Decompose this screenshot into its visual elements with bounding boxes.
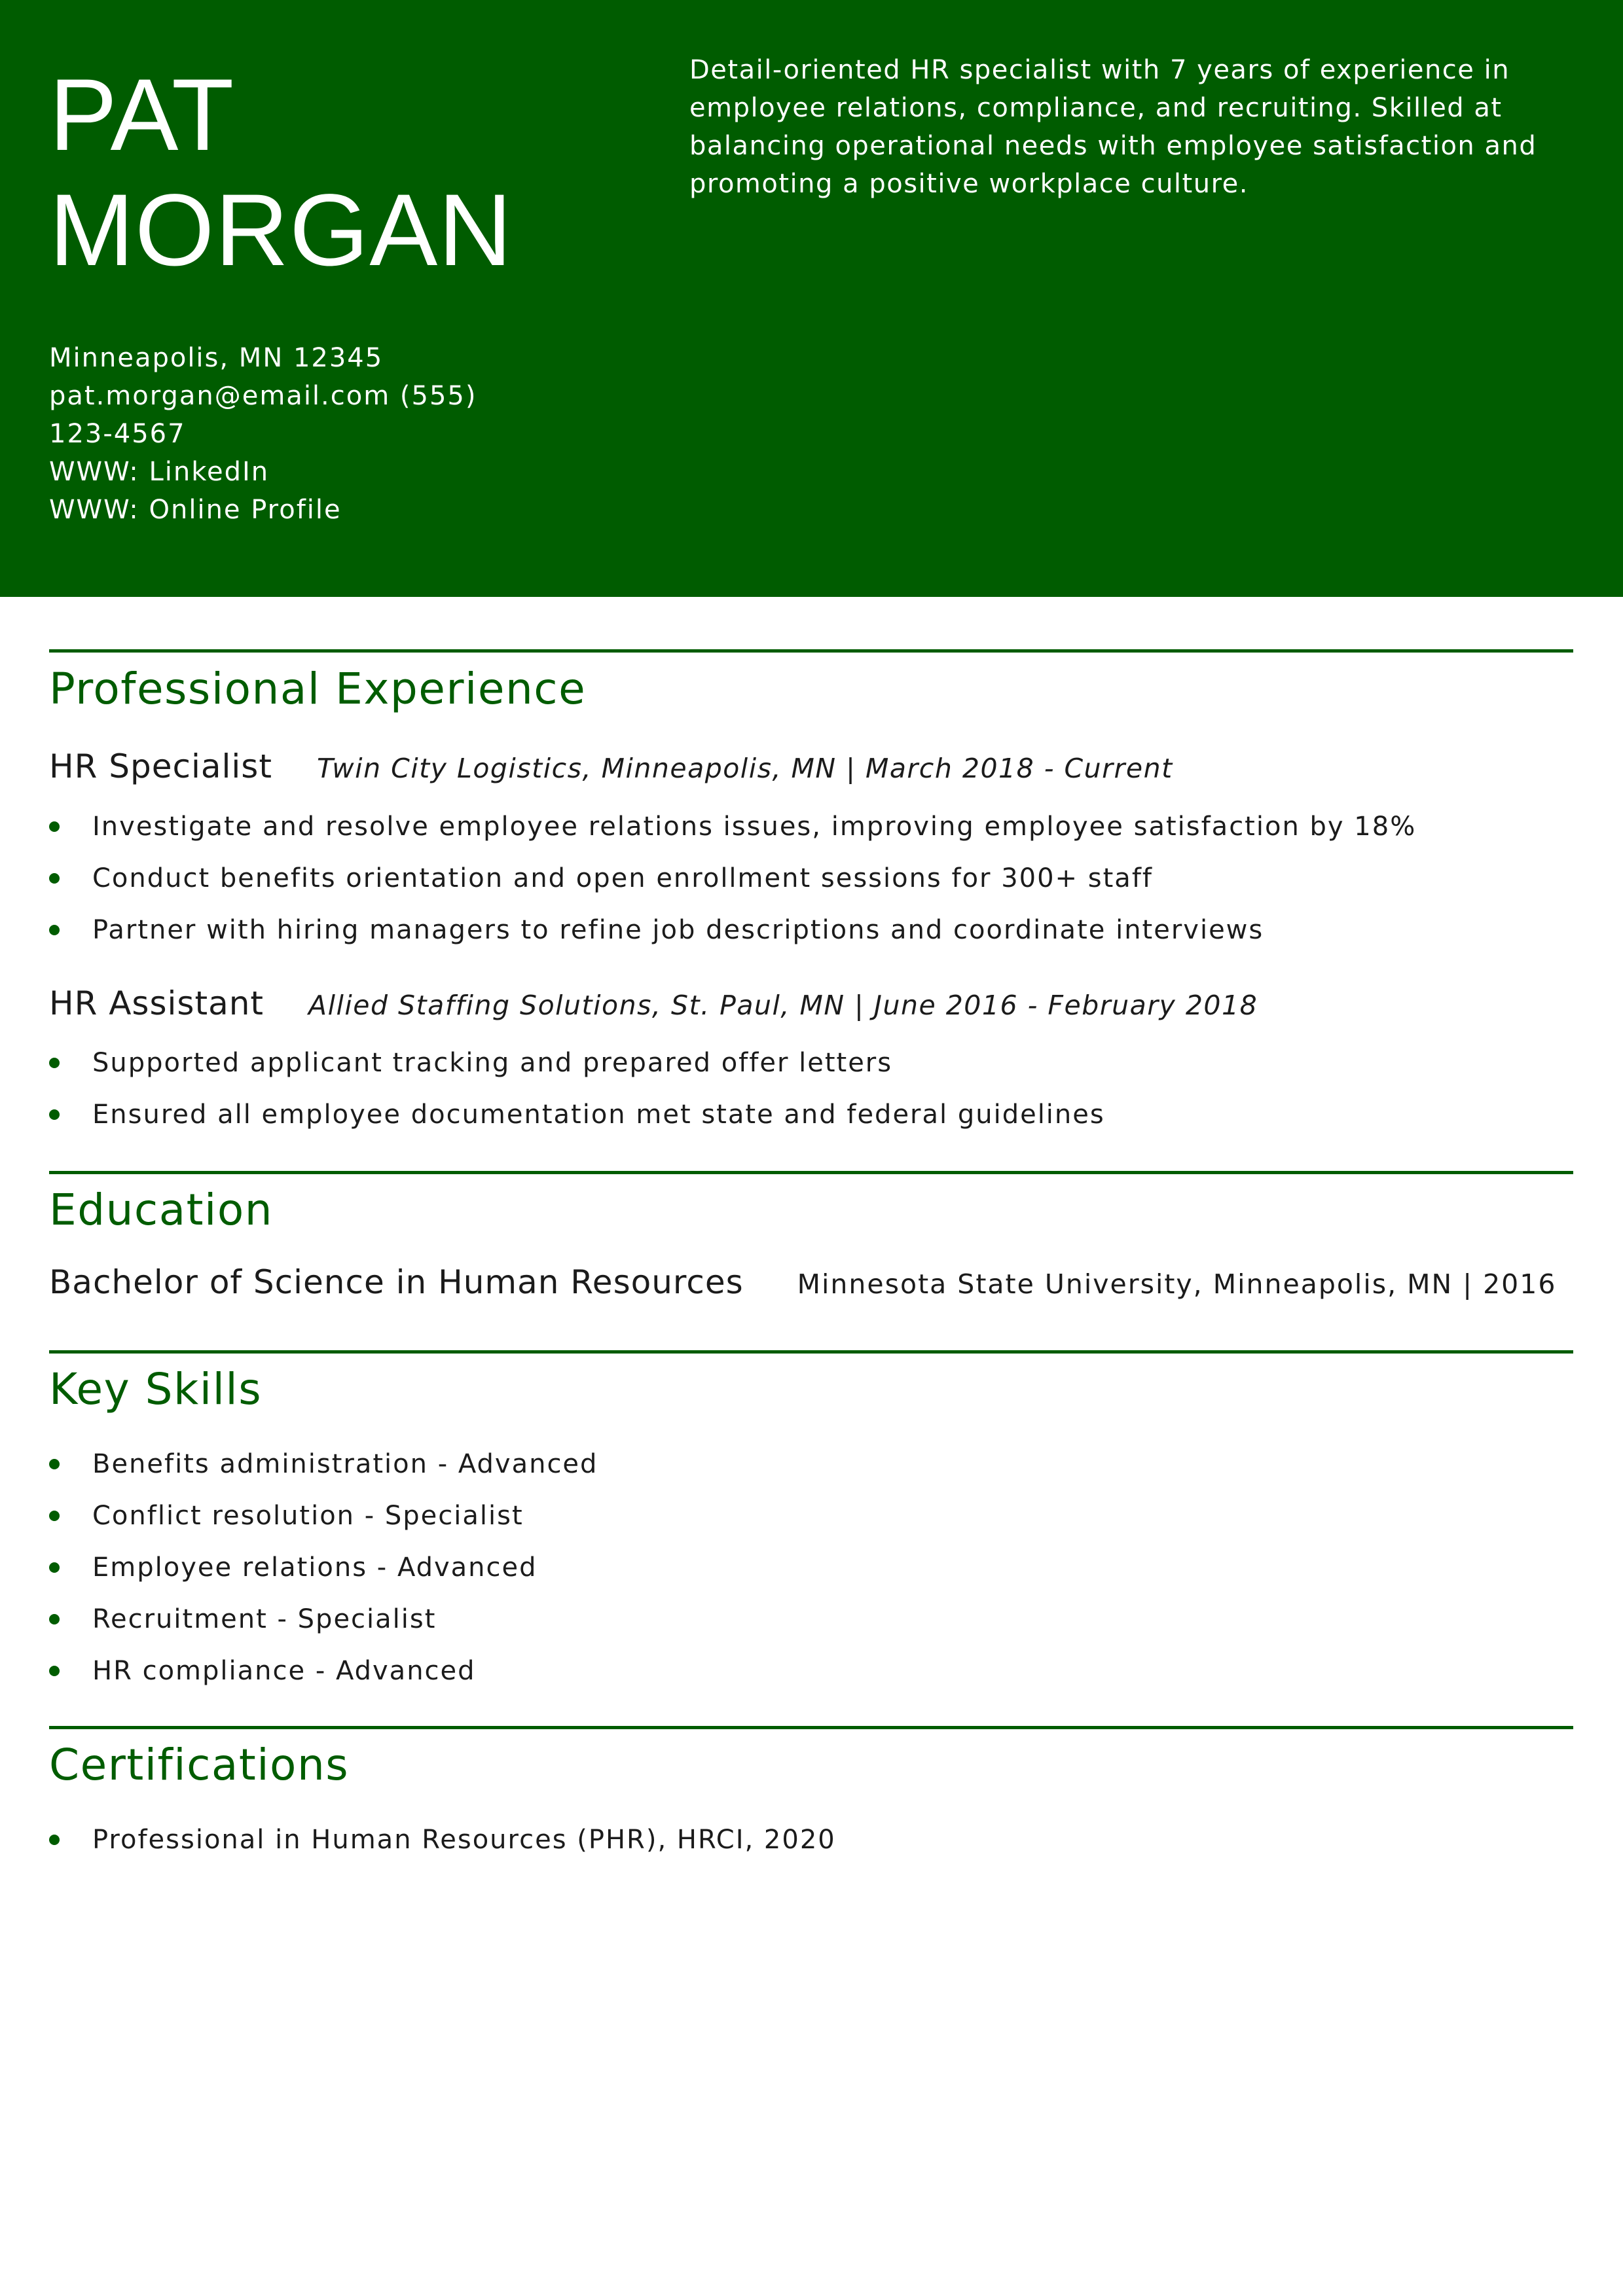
experience-heading: Professional Experience [49,664,587,714]
job-header [49,747,1173,785]
list-item: Employee relations - Advanced [49,1548,598,1600]
contact-info [49,339,507,529]
list-item: Conduct benefits orientation and open enrollment sessions for 300+ staff [49,859,1416,910]
section-divider [49,649,1573,653]
job-company-location-dates: Allied Staffing Solutions, St. Paul, MN | June 2016 - February 2018 [308,990,1258,1021]
list-item: Conflict resolution - Specialist [49,1496,598,1548]
bullet-icon [49,1835,60,1845]
first-name: PAT [49,58,235,172]
list-item: Partner with hiring managers to refine job descriptions and coordinate interviews [49,910,1416,962]
last-name: MORGAN [49,173,513,287]
header-banner [0,0,1623,597]
skills-heading: Key Skills [49,1364,263,1414]
list-item: Recruitment - Specialist [49,1600,598,1651]
contact-email-phone[interactable]: pat.morgan@email.com (555) [49,381,477,411]
job-bullets [49,807,1416,962]
contact-address: Minneapolis, MN 12345 [49,343,384,373]
bullet-icon [49,1666,60,1676]
section-divider [49,1350,1573,1354]
list-item: Ensured all employee documentation met state and federal guidelines [49,1095,1105,1147]
bullet-icon [49,873,60,884]
skills-list [49,1444,598,1703]
candidate-name [49,58,638,288]
list-item: Supported applicant tracking and prepared offer letters [49,1043,1105,1095]
school-location-year: Minnesota State University, Minneapolis, MN | 2016 [797,1268,1557,1300]
contact-phone-continued: 123-4567 [49,419,186,449]
education-heading: Education [49,1185,274,1235]
bullet-icon [49,925,60,935]
contact-linkedin-link[interactable]: WWW: LinkedIn [49,457,270,487]
job-title: HR Specialist [49,747,272,785]
section-divider [49,1726,1573,1729]
certifications-heading: Certifications [49,1740,350,1790]
bullet-icon [49,821,60,832]
bullet-icon [49,1459,60,1469]
bullet-icon [49,1058,60,1068]
job-bullets [49,1043,1105,1147]
section-divider [49,1171,1573,1174]
degree: Bachelor of Science in Human Resources [49,1263,744,1301]
bullet-icon [49,1511,60,1521]
list-item: HR compliance - Advanced [49,1651,598,1703]
bullet-icon [49,1109,60,1120]
list-item: Benefits administration - Advanced [49,1444,598,1496]
bullet-icon [49,1614,60,1624]
job-header [49,984,1258,1022]
job-title: HR Assistant [49,984,264,1022]
list-item: Professional in Human Resources (PHR), HRCI, 2020 [49,1820,836,1872]
bullet-icon [49,1562,60,1573]
contact-profile-link[interactable]: WWW: Online Profile [49,495,342,525]
professional-summary: Detail-oriented HR specialist with 7 years of experience in employee relations, compliance, and recruiting. Skilled at balancing operational needs with employee satisfaction and promoting a positive workplace culture. [689,55,1537,199]
certifications-list [49,1820,836,1872]
job-company-location-dates: Twin City Logistics, Minneapolis, MN | March 2018 - Current [316,753,1173,784]
list-item: Investigate and resolve employee relations issues, improving employee satisfaction by 18% [49,807,1416,859]
education-entry [49,1263,1556,1301]
